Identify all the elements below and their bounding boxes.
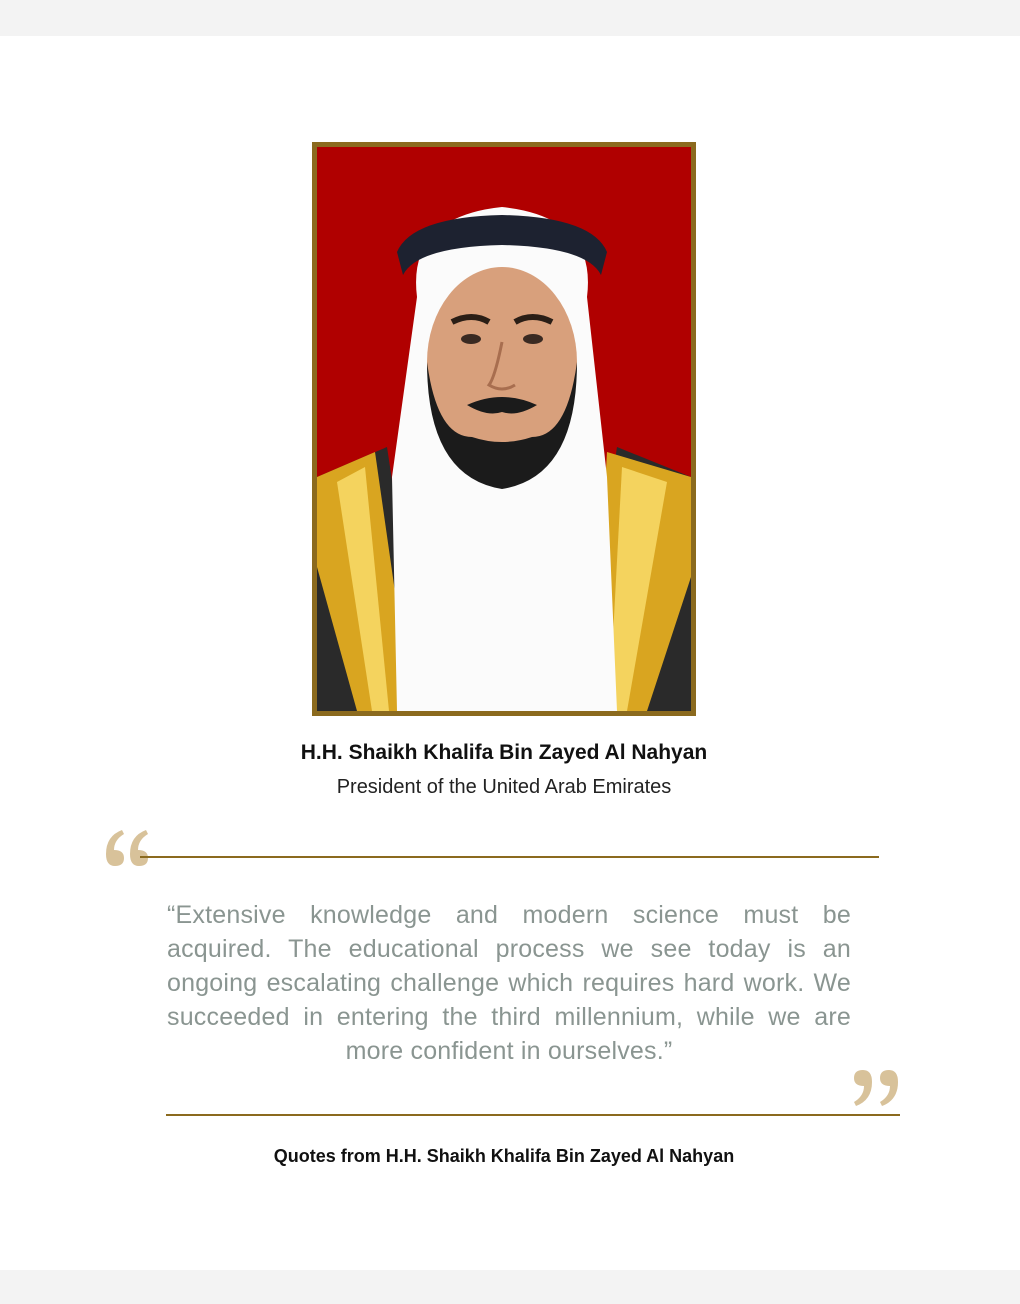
quote-text: “Extensive knowledge and modern science must be acquired. The educational process we see today is an ongoing escalating challenge which requires hard work. We succeeded in entering the third millennium, while we are more confident in ourselves.”: [167, 901, 851, 1065]
portrait-title: President of the United Arab Emirates: [336, 776, 672, 798]
document-page: [0, 36, 1020, 1270]
portrait-name: H.H. Shaikh Khalifa Bin Zayed Al Nahyan: [300, 741, 708, 764]
open-quote-icon: [100, 812, 152, 872]
quote-bottom-rule: [166, 1114, 900, 1116]
portrait-illustration: [317, 147, 691, 711]
close-quote-icon: [848, 1066, 904, 1126]
quote-top-rule: [140, 856, 879, 858]
portrait-photo: [312, 142, 696, 716]
quote-attribution: Quotes from H.H. Shaikh Khalifa Bin Zayed Al Nahyan: [273, 1146, 735, 1166]
